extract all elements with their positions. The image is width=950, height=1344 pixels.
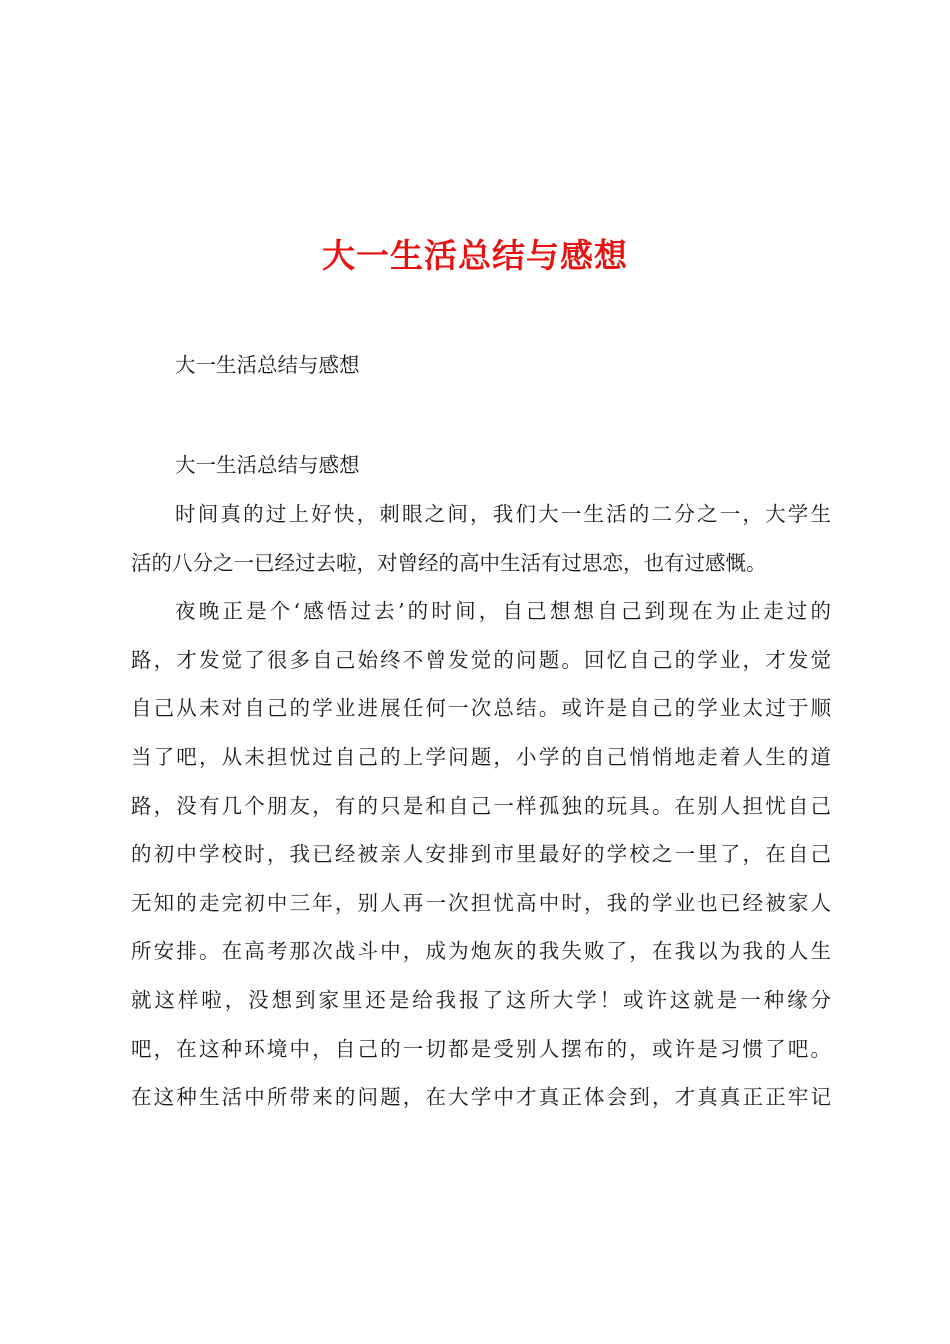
subtitle-first: 大一生活总结与感想 xyxy=(175,353,360,377)
text-line: 所安排。在高考那次战斗中，成为炮灰的我失败了，在我以为我的人生 xyxy=(131,939,831,964)
text-line: 的初中学校时，我已经被亲人安排到市里最好的学校之一里了，在自己 xyxy=(131,842,831,867)
subtitle-second: 大一生活总结与感想 xyxy=(175,453,360,477)
text-line: 时间真的过上好快，刺眼之间，我们大一生活的二分之一，大学生 xyxy=(175,502,831,526)
text-line: 无知的走完初中三年，别人再一次担忧高中时，我的学业也已经被家人 xyxy=(131,890,831,915)
text-line: 路，才发觉了很多自己始终不曾发觉的问题。回忆自己的学业，才发觉 xyxy=(131,647,831,672)
document-title: 大一生活总结与感想 xyxy=(322,236,628,276)
text-line: 夜晚正是个‘感悟过去’的时间，自己想想自己到现在为止走过的 xyxy=(175,599,831,624)
text-line: 当了吧，从未担忧过自己的上学问题，小学的自己悄悄地走着人生的道 xyxy=(131,744,831,769)
text-line: 活的八分之一已经过去啦，对曾经的高中生活有过思恋，也有过感慨。 xyxy=(131,550,767,575)
text-line: 就这样啦，没想到家里还是给我报了这所大学！或许这就是一种缘分 xyxy=(131,987,831,1012)
text-line: 吧，在这种环境中，自己的一切都是受别人摆布的，或许是习惯了吧。 xyxy=(131,1036,831,1061)
text-line: 在这种生活中所带来的问题，在大学中才真正体会到，才真真正正牢记 xyxy=(131,1085,831,1110)
text-line: 路，没有几个朋友，有的只是和自己一样孤独的玩具。在别人担忧自己 xyxy=(131,793,831,818)
text-line: 自己从未对自己的学业进展任何一次总结。或许是自己的学业太过于顺 xyxy=(131,696,831,721)
body-text xyxy=(131,499,831,1131)
